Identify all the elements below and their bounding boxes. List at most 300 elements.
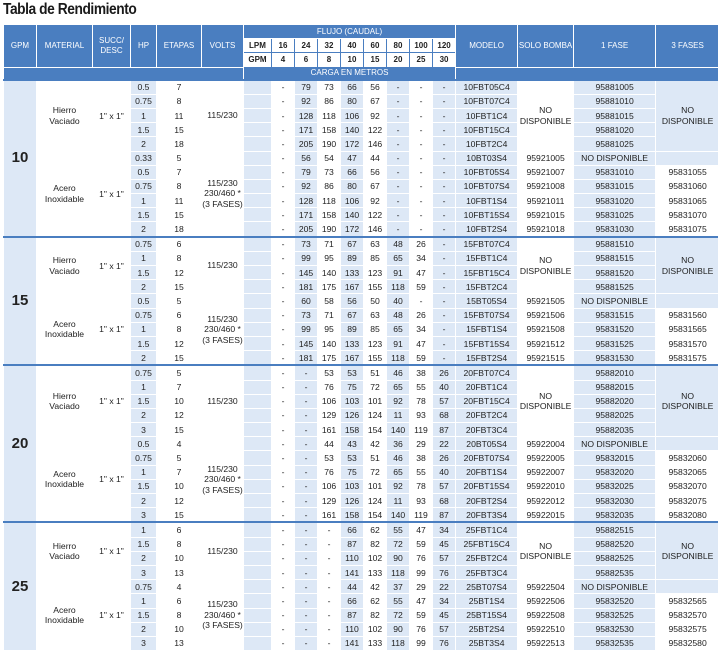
head-value-cell: 92 bbox=[364, 108, 387, 122]
head-value-cell: 128 bbox=[295, 194, 318, 208]
etapas-cell: 11 bbox=[157, 194, 202, 208]
header-flujo: FLUJO (CAUDAL) bbox=[244, 25, 456, 39]
flow-blank-cell bbox=[244, 622, 272, 636]
flow-blank-cell bbox=[244, 479, 272, 493]
hp-cell: 0.75 bbox=[131, 365, 157, 380]
head-value-cell: 87 bbox=[433, 508, 456, 523]
head-value-cell: - bbox=[272, 351, 295, 366]
head-value-cell: - bbox=[410, 123, 433, 137]
etapas-cell: 10 bbox=[157, 551, 202, 565]
etapas-cell: 7 bbox=[157, 80, 202, 95]
fase1-cell: 95832020 bbox=[574, 465, 656, 479]
head-value-cell: 59 bbox=[410, 537, 433, 551]
modelo-cell: 15FBT15S4 bbox=[456, 336, 518, 350]
solo-bomba-cell: 95921506 bbox=[518, 308, 574, 322]
head-value-cell: 123 bbox=[364, 336, 387, 350]
head-value-cell: - bbox=[295, 479, 318, 493]
head-value-cell: - bbox=[387, 137, 410, 151]
header-solo-bomba: SOLO BOMBA bbox=[518, 25, 574, 68]
modelo-cell: 20FBT1C4 bbox=[456, 380, 518, 394]
flow-blank-cell bbox=[244, 565, 272, 579]
head-value-cell: - bbox=[387, 94, 410, 108]
head-value-cell: 140 bbox=[341, 123, 364, 137]
flow-blank-cell bbox=[244, 251, 272, 265]
header-gpm-value: 15 bbox=[364, 53, 387, 67]
fase1-cell: 95882020 bbox=[574, 394, 656, 408]
head-value-cell: 128 bbox=[295, 108, 318, 122]
head-value-cell: 118 bbox=[318, 194, 341, 208]
head-value-cell: 47 bbox=[410, 266, 433, 280]
head-value-cell: 44 bbox=[318, 437, 341, 451]
fase1-cell: 95882535 bbox=[574, 565, 656, 579]
fase1-cell: 95882025 bbox=[574, 408, 656, 422]
head-value-cell: 133 bbox=[364, 636, 387, 650]
head-value-cell: - bbox=[318, 551, 341, 565]
head-value-cell: - bbox=[295, 580, 318, 594]
head-value-cell: 133 bbox=[341, 336, 364, 350]
head-value-cell: 57 bbox=[433, 394, 456, 408]
header-lpm-value: 40 bbox=[341, 39, 364, 53]
hp-cell: 1 bbox=[131, 465, 157, 479]
head-value-cell: 46 bbox=[387, 365, 410, 380]
head-value-cell: 91 bbox=[387, 266, 410, 280]
head-value-cell: 47 bbox=[410, 336, 433, 350]
head-value-cell: - bbox=[272, 179, 295, 193]
head-value-cell: 62 bbox=[364, 522, 387, 537]
head-value-cell: 11 bbox=[387, 408, 410, 422]
solo-bomba-cell: NO DISPONIBLE bbox=[518, 80, 574, 151]
etapas-cell: 15 bbox=[157, 280, 202, 294]
fase3-cell: NO DISPONIBLE bbox=[656, 365, 718, 436]
head-value-cell: 99 bbox=[295, 251, 318, 265]
head-value-cell: - bbox=[272, 622, 295, 636]
head-value-cell: 80 bbox=[341, 179, 364, 193]
head-value-cell: - bbox=[272, 565, 295, 579]
head-value-cell: - bbox=[272, 322, 295, 336]
hp-cell: 1.5 bbox=[131, 123, 157, 137]
header-lpm-value: 60 bbox=[364, 39, 387, 53]
hp-cell: 2 bbox=[131, 551, 157, 565]
head-value-cell: 89 bbox=[341, 251, 364, 265]
head-value-cell: 82 bbox=[364, 537, 387, 551]
fase1-cell: 95881005 bbox=[574, 80, 656, 95]
hp-cell: 1 bbox=[131, 108, 157, 122]
head-value-cell: - bbox=[433, 165, 456, 179]
head-value-cell: 46 bbox=[387, 451, 410, 465]
head-value-cell: 155 bbox=[364, 351, 387, 366]
head-value-cell: - bbox=[272, 80, 295, 95]
head-value-cell: 55 bbox=[410, 380, 433, 394]
head-value-cell: - bbox=[272, 479, 295, 493]
head-value-cell: 67 bbox=[364, 94, 387, 108]
modelo-cell: 25FBT2C4 bbox=[456, 551, 518, 565]
modelo-cell: 10FBT1C4 bbox=[456, 108, 518, 122]
modelo-cell: 15FBT07C4 bbox=[456, 237, 518, 252]
head-value-cell: 78 bbox=[410, 479, 433, 493]
head-value-cell: - bbox=[433, 294, 456, 308]
solo-bomba-cell: 95922012 bbox=[518, 494, 574, 508]
head-value-cell: 44 bbox=[341, 580, 364, 594]
flow-blank-cell bbox=[244, 322, 272, 336]
head-value-cell: - bbox=[318, 594, 341, 608]
head-value-cell: - bbox=[318, 537, 341, 551]
head-value-cell: 26 bbox=[410, 237, 433, 252]
head-value-cell: 85 bbox=[364, 251, 387, 265]
header-lpm-value: 120 bbox=[433, 39, 456, 53]
head-value-cell: 44 bbox=[364, 151, 387, 165]
head-value-cell: 22 bbox=[433, 437, 456, 451]
fase1-cell: 95882520 bbox=[574, 537, 656, 551]
head-value-cell: - bbox=[295, 522, 318, 537]
header-succ-desc: SUCC/ DESC bbox=[93, 25, 131, 68]
volts-cell: 115/230 230/460 *(3 FASES) bbox=[202, 437, 244, 523]
head-value-cell: - bbox=[295, 565, 318, 579]
fase1-cell: 95832525 bbox=[574, 608, 656, 622]
head-value-cell: - bbox=[410, 151, 433, 165]
hp-cell: 1.5 bbox=[131, 608, 157, 622]
modelo-cell: 20FBT3C4 bbox=[456, 423, 518, 437]
head-value-cell: 87 bbox=[341, 537, 364, 551]
head-value-cell: - bbox=[272, 494, 295, 508]
head-value-cell: 53 bbox=[318, 451, 341, 465]
hp-cell: 1 bbox=[131, 380, 157, 394]
head-value-cell: - bbox=[272, 137, 295, 151]
head-value-cell: 103 bbox=[341, 394, 364, 408]
head-value-cell: 67 bbox=[364, 179, 387, 193]
solo-bomba-cell: 95922015 bbox=[518, 508, 574, 523]
volts-cell: 115/230 230/460 *(3 FASES) bbox=[202, 294, 244, 365]
head-value-cell: - bbox=[410, 294, 433, 308]
head-value-cell: 122 bbox=[364, 123, 387, 137]
solo-bomba-cell: 95922506 bbox=[518, 594, 574, 608]
head-value-cell: 118 bbox=[387, 351, 410, 366]
head-value-cell: 158 bbox=[318, 123, 341, 137]
header-3-fases: 3 FASES bbox=[656, 25, 718, 68]
fase3-cell: 95832580 bbox=[656, 636, 718, 650]
head-value-cell: 76 bbox=[410, 551, 433, 565]
head-value-cell: - bbox=[410, 108, 433, 122]
head-value-cell: 101 bbox=[364, 394, 387, 408]
modelo-cell: 20FBT07S4 bbox=[456, 451, 518, 465]
head-value-cell: 54 bbox=[318, 151, 341, 165]
head-value-cell: - bbox=[295, 394, 318, 408]
etapas-cell: 5 bbox=[157, 365, 202, 380]
hp-cell: 2 bbox=[131, 137, 157, 151]
head-value-cell: - bbox=[272, 380, 295, 394]
head-value-cell: 91 bbox=[387, 336, 410, 350]
head-value-cell: 95 bbox=[318, 322, 341, 336]
etapas-cell: 15 bbox=[157, 508, 202, 523]
flow-blank-cell bbox=[244, 594, 272, 608]
flow-blank-cell bbox=[244, 351, 272, 366]
head-value-cell: 92 bbox=[387, 394, 410, 408]
hp-cell: 2 bbox=[131, 408, 157, 422]
fase1-cell: 95831020 bbox=[574, 194, 656, 208]
flow-blank-cell bbox=[244, 336, 272, 350]
header-lpm-value: 80 bbox=[387, 39, 410, 53]
head-value-cell: 47 bbox=[410, 594, 433, 608]
head-value-cell: 53 bbox=[341, 365, 364, 380]
hp-cell: 0.75 bbox=[131, 179, 157, 193]
modelo-cell: 20BT05S4 bbox=[456, 437, 518, 451]
table-row bbox=[4, 522, 718, 537]
head-value-cell: 53 bbox=[341, 451, 364, 465]
head-value-cell: - bbox=[433, 179, 456, 193]
hp-cell: 1 bbox=[131, 594, 157, 608]
head-value-cell: 60 bbox=[295, 294, 318, 308]
hp-cell: 3 bbox=[131, 423, 157, 437]
flow-blank-cell bbox=[244, 194, 272, 208]
head-value-cell: 45 bbox=[433, 608, 456, 622]
header-gpm-value: 8 bbox=[318, 53, 341, 67]
fase1-cell: 95881515 bbox=[574, 251, 656, 265]
head-value-cell: 141 bbox=[341, 636, 364, 650]
head-value-cell: - bbox=[387, 123, 410, 137]
head-value-cell: 99 bbox=[410, 565, 433, 579]
material-cell: Hierro Vaciado bbox=[37, 80, 93, 151]
volts-cell: 115/230 bbox=[202, 80, 244, 151]
head-value-cell: 145 bbox=[295, 266, 318, 280]
material-cell: Acero Inoxidable bbox=[37, 437, 93, 523]
head-value-cell: 75 bbox=[341, 465, 364, 479]
hp-cell: 1 bbox=[131, 194, 157, 208]
fase1-cell: 95831025 bbox=[574, 208, 656, 222]
fase1-cell: 95832030 bbox=[574, 494, 656, 508]
head-value-cell: 161 bbox=[318, 508, 341, 523]
flow-blank-cell bbox=[244, 151, 272, 165]
hp-cell: 2 bbox=[131, 280, 157, 294]
solo-bomba-cell: 95921018 bbox=[518, 222, 574, 237]
head-value-cell: - bbox=[433, 322, 456, 336]
modelo-cell: 20FBT15S4 bbox=[456, 479, 518, 493]
flow-blank-cell bbox=[244, 551, 272, 565]
head-value-cell: - bbox=[295, 408, 318, 422]
head-value-cell: 92 bbox=[295, 179, 318, 193]
modelo-cell: 15FBT1S4 bbox=[456, 322, 518, 336]
head-value-cell: - bbox=[272, 308, 295, 322]
head-value-cell: - bbox=[387, 151, 410, 165]
head-value-cell: 172 bbox=[341, 222, 364, 237]
fase1-cell: 95881525 bbox=[574, 280, 656, 294]
head-value-cell: 118 bbox=[387, 565, 410, 579]
fase3-cell: NO DISPONIBLE bbox=[656, 522, 718, 579]
flow-blank-cell bbox=[244, 137, 272, 151]
fase1-cell: 95881520 bbox=[574, 266, 656, 280]
head-value-cell: 175 bbox=[318, 351, 341, 366]
flow-blank-cell bbox=[244, 179, 272, 193]
volts-cell: 115/230 bbox=[202, 522, 244, 579]
head-value-cell: 38 bbox=[410, 451, 433, 465]
fase3-cell: 95831060 bbox=[656, 179, 718, 193]
head-value-cell: - bbox=[295, 636, 318, 650]
head-value-cell: - bbox=[272, 508, 295, 523]
head-value-cell: 59 bbox=[410, 608, 433, 622]
material-cell: Acero Inoxidable bbox=[37, 294, 93, 365]
hp-cell: 0.5 bbox=[131, 294, 157, 308]
head-value-cell: 73 bbox=[318, 80, 341, 95]
hp-cell: 1 bbox=[131, 522, 157, 537]
succ-desc-cell: 1" x 1" bbox=[93, 365, 131, 436]
head-value-cell: 11 bbox=[387, 494, 410, 508]
page-title: Tabla de Rendimiento bbox=[3, 1, 137, 18]
header-lpm-value: 24 bbox=[295, 39, 318, 53]
head-value-cell: - bbox=[272, 108, 295, 122]
hp-cell: 3 bbox=[131, 508, 157, 523]
solo-bomba-cell: 95921505 bbox=[518, 294, 574, 308]
fase1-cell: 95831030 bbox=[574, 222, 656, 237]
head-value-cell: - bbox=[272, 551, 295, 565]
head-value-cell: 68 bbox=[433, 408, 456, 422]
head-value-cell: 167 bbox=[341, 280, 364, 294]
head-value-cell: 26 bbox=[433, 365, 456, 380]
solo-bomba-cell: 95922007 bbox=[518, 465, 574, 479]
etapas-cell: 8 bbox=[157, 608, 202, 622]
flow-blank-cell bbox=[244, 108, 272, 122]
etapas-cell: 15 bbox=[157, 208, 202, 222]
head-value-cell: - bbox=[272, 465, 295, 479]
head-value-cell: - bbox=[318, 565, 341, 579]
head-value-cell: - bbox=[387, 222, 410, 237]
head-value-cell: - bbox=[433, 208, 456, 222]
hp-cell: 1.5 bbox=[131, 394, 157, 408]
etapas-cell: 12 bbox=[157, 408, 202, 422]
etapas-cell: 4 bbox=[157, 437, 202, 451]
head-value-cell: 87 bbox=[341, 608, 364, 622]
head-value-cell: 102 bbox=[364, 622, 387, 636]
head-value-cell: 48 bbox=[387, 308, 410, 322]
header-hp: HP bbox=[131, 25, 157, 68]
modelo-cell: 10FBT05C4 bbox=[456, 80, 518, 95]
hp-cell: 1 bbox=[131, 322, 157, 336]
head-value-cell: - bbox=[433, 237, 456, 252]
head-value-cell: 124 bbox=[364, 408, 387, 422]
head-value-cell: 146 bbox=[364, 222, 387, 237]
solo-bomba-cell: NO DISPONIBLE bbox=[518, 522, 574, 579]
head-value-cell: 86 bbox=[318, 94, 341, 108]
fase3-cell bbox=[656, 580, 718, 594]
modelo-cell: 20FBT15C4 bbox=[456, 394, 518, 408]
etapas-cell: 15 bbox=[157, 351, 202, 366]
head-value-cell: 66 bbox=[341, 522, 364, 537]
table-row bbox=[4, 80, 718, 95]
head-value-cell: - bbox=[272, 123, 295, 137]
flow-blank-cell bbox=[244, 266, 272, 280]
header-gpm-value: 10 bbox=[341, 53, 364, 67]
solo-bomba-cell: NO DISPONIBLE bbox=[518, 237, 574, 294]
header-gpm-value: 4 bbox=[272, 53, 295, 67]
head-value-cell: 34 bbox=[433, 522, 456, 537]
head-value-cell: 40 bbox=[433, 380, 456, 394]
hp-cell: 0.75 bbox=[131, 237, 157, 252]
head-value-cell: 141 bbox=[341, 565, 364, 579]
head-value-cell: 76 bbox=[410, 622, 433, 636]
modelo-cell: 25FBT1C4 bbox=[456, 522, 518, 537]
modelo-cell: 15FBT1C4 bbox=[456, 251, 518, 265]
flow-blank-cell bbox=[244, 165, 272, 179]
head-value-cell: 67 bbox=[341, 308, 364, 322]
head-value-cell: 140 bbox=[387, 423, 410, 437]
solo-bomba-cell: 95921008 bbox=[518, 179, 574, 193]
head-value-cell: 133 bbox=[341, 266, 364, 280]
head-value-cell: - bbox=[433, 108, 456, 122]
head-value-cell: - bbox=[387, 179, 410, 193]
head-value-cell: 51 bbox=[364, 365, 387, 380]
succ-desc-cell: 1" x 1" bbox=[93, 437, 131, 523]
hp-cell: 1.5 bbox=[131, 537, 157, 551]
header-lpm-value: 100 bbox=[410, 39, 433, 53]
header-gpm-label: GPM bbox=[244, 53, 272, 67]
head-value-cell: 56 bbox=[295, 151, 318, 165]
head-value-cell: - bbox=[433, 222, 456, 237]
modelo-cell: 15FBT07S4 bbox=[456, 308, 518, 322]
solo-bomba-cell: 95921508 bbox=[518, 322, 574, 336]
head-value-cell: 140 bbox=[387, 508, 410, 523]
head-value-cell: 119 bbox=[410, 508, 433, 523]
etapas-cell: 7 bbox=[157, 165, 202, 179]
head-value-cell: - bbox=[387, 80, 410, 95]
modelo-cell: 20FBT2S4 bbox=[456, 494, 518, 508]
solo-bomba-cell: 95921007 bbox=[518, 165, 574, 179]
fase3-cell bbox=[656, 437, 718, 451]
head-value-cell: 95 bbox=[318, 251, 341, 265]
head-value-cell: 93 bbox=[410, 408, 433, 422]
modelo-cell: 10FBT15C4 bbox=[456, 123, 518, 137]
etapas-cell: 6 bbox=[157, 522, 202, 537]
modelo-cell: 10BT03S4 bbox=[456, 151, 518, 165]
flow-blank-cell bbox=[244, 522, 272, 537]
fase3-cell: 95831065 bbox=[656, 194, 718, 208]
head-value-cell: 42 bbox=[364, 437, 387, 451]
solo-bomba-cell: 95922508 bbox=[518, 608, 574, 622]
head-value-cell: 26 bbox=[433, 451, 456, 465]
head-value-cell: - bbox=[272, 165, 295, 179]
flow-blank-cell bbox=[244, 580, 272, 594]
head-value-cell: 57 bbox=[433, 622, 456, 636]
fase3-cell: 95832075 bbox=[656, 494, 718, 508]
header-lpm-value: 16 bbox=[272, 39, 295, 53]
gpm-group-label: 25 bbox=[4, 522, 37, 650]
solo-bomba-cell: 95921515 bbox=[518, 351, 574, 366]
fase1-cell: NO DISPONIBLE bbox=[574, 151, 656, 165]
head-value-cell: - bbox=[387, 165, 410, 179]
fase3-cell: 95831570 bbox=[656, 336, 718, 350]
head-value-cell: 89 bbox=[341, 322, 364, 336]
head-value-cell: 181 bbox=[295, 351, 318, 366]
head-value-cell: - bbox=[433, 80, 456, 95]
flow-blank-cell bbox=[244, 308, 272, 322]
flow-blank-cell bbox=[244, 222, 272, 237]
head-value-cell: - bbox=[272, 365, 295, 380]
head-value-cell: - bbox=[272, 636, 295, 650]
fase1-cell: 95882015 bbox=[574, 380, 656, 394]
fase3-cell bbox=[656, 151, 718, 165]
head-value-cell: 106 bbox=[341, 194, 364, 208]
modelo-cell: 10FBT05S4 bbox=[456, 165, 518, 179]
head-value-cell: 106 bbox=[341, 108, 364, 122]
fase3-cell: 95832080 bbox=[656, 508, 718, 523]
head-value-cell: 55 bbox=[387, 594, 410, 608]
head-value-cell: - bbox=[433, 94, 456, 108]
fase1-cell: 95882525 bbox=[574, 551, 656, 565]
modelo-cell: 10FBT2C4 bbox=[456, 137, 518, 151]
head-value-cell: 34 bbox=[410, 251, 433, 265]
hp-cell: 3 bbox=[131, 565, 157, 579]
header-gpm-value: 30 bbox=[433, 53, 456, 67]
head-value-cell: - bbox=[295, 380, 318, 394]
head-value-cell: 86 bbox=[318, 179, 341, 193]
head-value-cell: - bbox=[272, 251, 295, 265]
head-value-cell: 37 bbox=[387, 580, 410, 594]
